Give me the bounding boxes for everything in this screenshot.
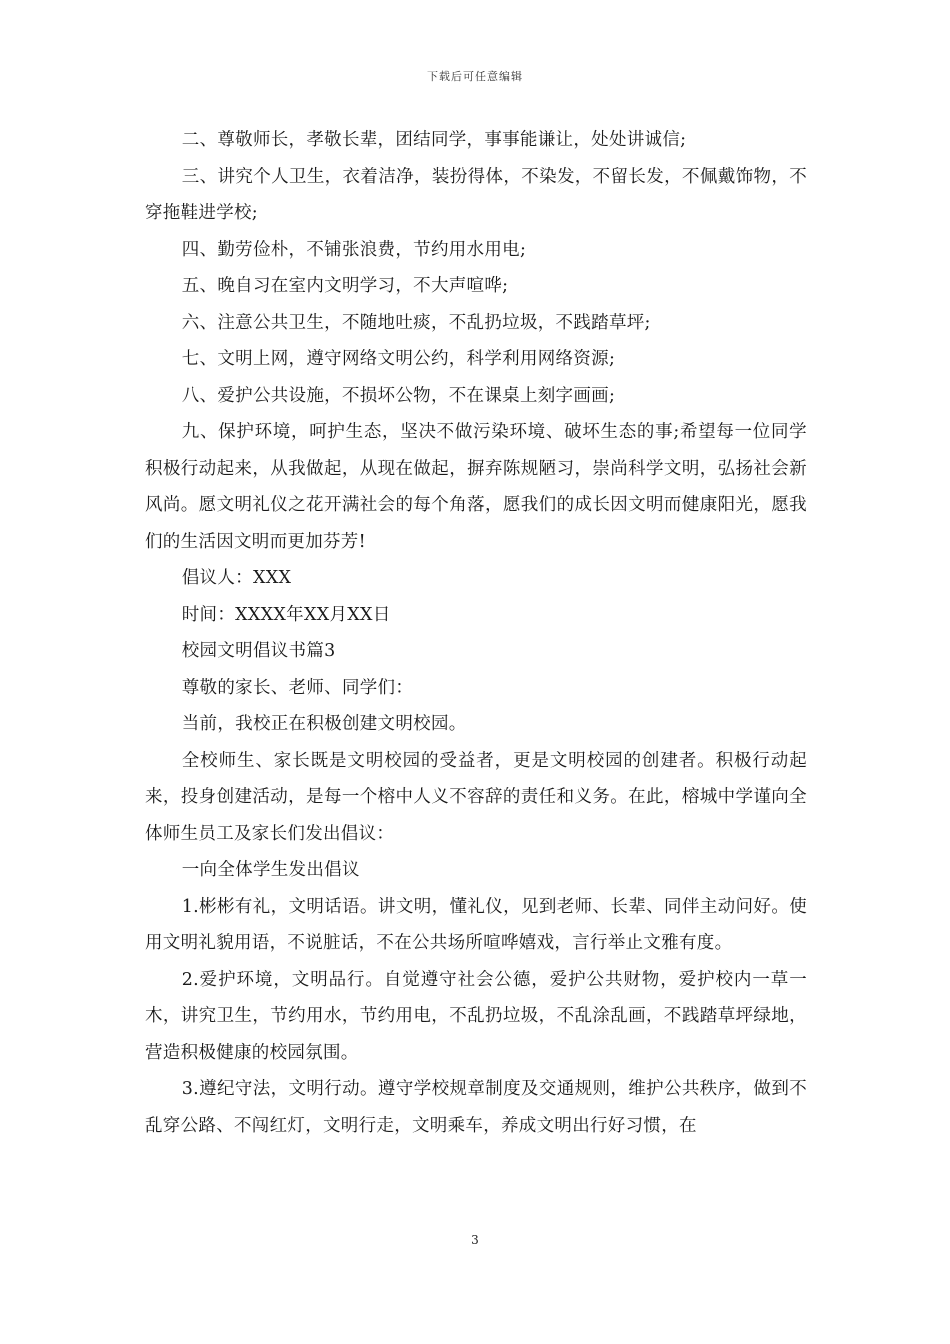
paragraph: 六、注意公共卫生，不随地吐痰，不乱扔垃圾，不践踏草坪;: [181, 312, 651, 333]
paragraph: 1.彬彬有礼，文明话语。讲文明，懂礼仪，见到老师、长辈、同伴主动问好。使用文明礼貌用语，不说脏话，不在公共场所喧哗嬉戏，言行举止文雅有度。: [145, 896, 807, 953]
paragraph: 三、讲究个人卫生，衣着洁净，装扮得体，不染发，不留长发，不佩戴饰物，不穿拖鞋进学校;: [145, 166, 807, 223]
paragraph: 七、文明上网，遵守网络文明公约，科学利用网络资源;: [181, 349, 616, 369]
subheading: 一向全体学生发出倡议: [181, 860, 360, 880]
paragraph: 二、尊敬师长，孝敬长辈，团结同学，事事能谦让，处处讲诚信;: [181, 130, 687, 150]
paragraph: 当前，我校正在积极创建文明校园。: [181, 714, 467, 734]
date-line: 时间：XXXX年XX月XX日: [181, 604, 391, 625]
paragraph: 九、保护环境，呵护生态，坚决不做污染环境、破坏生态的事;希望每一位同学积极行动起来，从我做起，从现在做起，摒弃陈规陋习，崇尚科学文明，弘扬社会新风尚。愿文明礼仪之花开满社会的每个角落，愿我们的成长因文明而健康阳光，愿我们的生活因文明而更加芬芳!: [145, 422, 807, 552]
paragraph: 四、勤劳俭朴，不铺张浪费，节约用水用电;: [181, 239, 527, 260]
page-header: 下载后可任意编辑: [427, 70, 523, 83]
section-title: 校园文明倡议书篇3: [181, 641, 336, 661]
signature-line: 倡议人：XXX: [181, 568, 292, 588]
paragraph: 五、晚自习在室内文明学习，不大声喧哗;: [181, 276, 509, 296]
document-body: [145, 122, 807, 1144]
paragraph: 全校师生、家长既是文明校园的受益者，更是文明校园的创建者。积极行动起来，投身创建活动，是每一个榕中人义不容辞的责任和义务。在此，榕城中学谨向全体师生员工及家长们发出倡议：: [145, 750, 807, 844]
page-number: 3: [471, 1233, 479, 1247]
paragraph: 3.遵纪守法，文明行动。遵守学校规章制度及交通规则，维护公共秩序，做到不乱穿公路、不闯红灯，文明行走，文明乘车，养成文明出行好习惯，在: [145, 1079, 807, 1136]
paragraph: 2.爱护环境，文明品行。自觉遵守社会公德，爱护公共财物，爱护校内一草一木，讲究卫生，节约用水，节约用电，不乱扔垃圾，不乱涂乱画，不践踏草坪绿地，营造积极健康的校园氛围。: [145, 969, 807, 1063]
paragraph: 八、爱护公共设施，不损坏公物，不在课桌上刻字画画;: [181, 385, 616, 406]
salutation: 尊敬的家长、老师、同学们：: [181, 677, 414, 698]
